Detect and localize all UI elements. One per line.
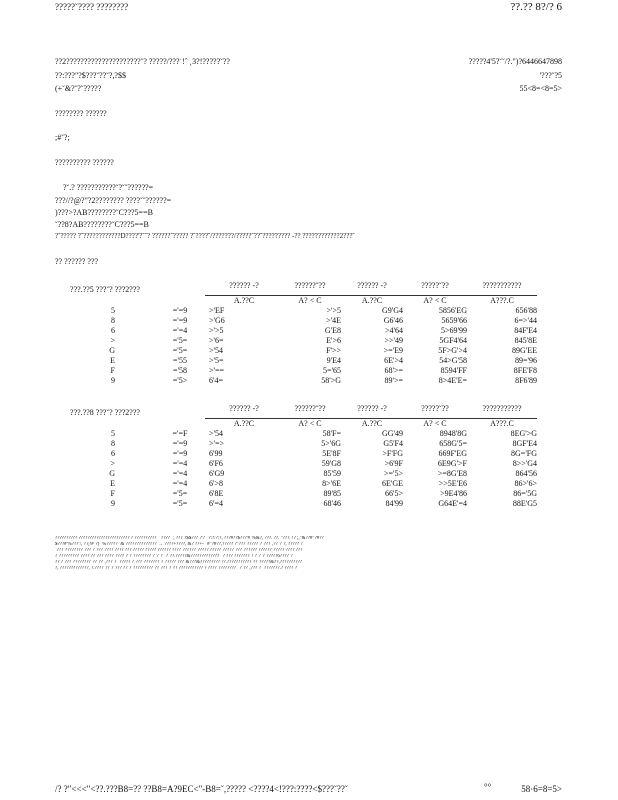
top-left-line-3: (+˘&?˘?˘????? xyxy=(55,84,102,93)
table1-col-top-4: ?????˘?? xyxy=(403,281,467,295)
table-cell: GG'49 xyxy=(382,428,403,438)
footnote-line-3: ˘???˘????????˘??? ?˘???˘???? ???? ??? ????? ????? ?????? ????˘??????˘????? ?????˘?????˘???˘?????? ??????˘????? ???? ??? xyxy=(55,548,303,553)
table-cell: 89='96 xyxy=(515,355,537,365)
page-footer-right: 58·6=8=5> xyxy=(521,784,562,794)
table-cell: 6'>8 xyxy=(209,478,223,488)
table1-col-top-5: ??????????? xyxy=(467,281,537,295)
top-left-line-2: ??:???"?$???˘??˘?,?$$ xyxy=(55,71,126,80)
section1-line: ;#˘?; xyxy=(55,133,70,142)
table2-col-bottom-2: A? < C xyxy=(298,418,322,428)
table-cell: >>'49 xyxy=(384,335,403,345)
table-row xyxy=(55,376,537,386)
table-cell: ='5= xyxy=(172,335,188,345)
table-cell: 6E'>4 xyxy=(384,355,403,365)
table-cell: >6'9F xyxy=(384,458,403,468)
table2-col-bottom-3: A.??C xyxy=(361,418,383,428)
table-cell: 656'88 xyxy=(515,305,537,315)
table-cell: 5 xyxy=(111,305,115,315)
table-cell: 58'F= xyxy=(322,428,341,438)
footnote-line-5: ?? ?˘???˘????????˘??˘??˘,???˘?˘ ????? ?˘???˘???????˘?˘????? ???˘&???&????????? ??.???????????˘??˘?????&??,?????????? xyxy=(55,560,302,565)
table-cell: ='=9 xyxy=(172,438,188,448)
table-cell: 6E'GE xyxy=(382,478,403,488)
table-row xyxy=(55,326,537,336)
table-cell: >='E9 xyxy=(383,345,403,355)
table-cell: 8G='FG xyxy=(511,448,537,458)
table-cell: G5'F4 xyxy=(383,438,403,448)
section2-line-5: ?˘????? ?˘????????????D????'?˘˘? ??????˘????? ?˘????˘/???????/?????˘??˘????????? -?? ????????????2???˘ xyxy=(55,232,355,240)
table1-col-bottom-3: A.??C xyxy=(361,295,383,305)
table-cell: > xyxy=(110,335,115,345)
table-cell: >'G6 xyxy=(209,315,225,325)
table-cell: 8F6'89 xyxy=(515,375,537,385)
table-cell: >'>5 xyxy=(209,325,224,335)
table2-col-top-2: ??????˘?? xyxy=(279,404,341,418)
table-cell: >='5> xyxy=(384,468,403,478)
table-cell: 8FE'F8 xyxy=(513,365,537,375)
table-row xyxy=(55,346,537,356)
footnotes xyxy=(55,536,575,572)
table2-col-bottom-5: A???.C xyxy=(490,418,514,428)
table-cell: 6 xyxy=(111,325,115,335)
table-cell: G64E'=4 xyxy=(438,498,467,508)
table1-body xyxy=(55,306,537,386)
table2-col-bottom-1: A.??C xyxy=(233,418,255,428)
table-cell: 6'8E xyxy=(209,488,224,498)
table-row xyxy=(55,316,537,326)
table-cell: 5E'8F xyxy=(322,448,341,458)
table-row xyxy=(55,489,537,499)
table-cell: ='5= xyxy=(172,345,188,355)
table-cell: 8948'8G xyxy=(439,428,467,438)
table2-col-top-1: ?????? -? xyxy=(205,404,279,418)
section2-title: ?????????? ?????? xyxy=(55,158,114,167)
table1-row-header: ???.??5 ???˘? ???2??? xyxy=(70,285,140,294)
table-cell: 89'>= xyxy=(384,375,403,385)
top-right-line-1: ?????4'5?˘˘/?.")?6446647898 xyxy=(468,57,562,66)
table-cell: 89G'EE xyxy=(512,345,537,355)
table-cell: 8>'6E xyxy=(322,478,341,488)
table-cell: G'E8 xyxy=(324,325,341,335)
table-cell: 864'56 xyxy=(515,468,537,478)
table-cell: >'EF xyxy=(209,305,225,315)
table-cell: 9 xyxy=(111,375,115,385)
data-table-2 xyxy=(55,404,537,509)
footnote-line-6: ?, ?????????????, ?.????˘??˘?˘??? ??˘?˘?????????˘??˘???˘?˘?? ??????????? ? ????˘????????˘˘?˘??˘,???˘?˘ ???????.? ????˘? xyxy=(55,566,298,571)
table-cell: 86>'6> xyxy=(514,478,537,488)
table-cell: ='58 xyxy=(173,365,187,375)
table-cell: 6=>'44 xyxy=(514,315,537,325)
table-cell: 58'>G xyxy=(321,375,341,385)
table-cell: G6'46 xyxy=(383,315,403,325)
table-cell: 88E'G5 xyxy=(512,498,537,508)
table-cell: >'54 xyxy=(209,345,223,355)
page-footer-degree: °° xyxy=(484,782,492,792)
table-cell: 845'8E xyxy=(514,335,537,345)
table-cell: 9 xyxy=(111,498,115,508)
table-cell: 8GF'E4 xyxy=(512,438,537,448)
section1-title: ???????? ?????? xyxy=(55,109,107,118)
table-cell: 84'99 xyxy=(385,498,403,508)
table-cell: 6'4= xyxy=(209,375,223,385)
top-right-line-2: '???˘?5 xyxy=(539,71,562,80)
table-cell: >'>5 xyxy=(326,305,341,315)
table-cell: >'=> xyxy=(209,438,224,448)
table-row xyxy=(55,306,537,316)
table-cell: ='=9 xyxy=(172,305,188,315)
section2-line-3: )???>?AB????????˘C???5==B xyxy=(55,208,153,217)
table-row xyxy=(55,336,537,346)
table-row xyxy=(55,356,537,366)
table-cell: 8EG'>G xyxy=(510,428,537,438)
table-cell: ='=4 xyxy=(172,478,188,488)
section2-line-1: ?˘.? ???????????˘?˘˘??????= xyxy=(63,183,154,192)
table-row xyxy=(55,429,537,439)
table-cell: 6'=4 xyxy=(209,498,223,508)
table-cell: 5659'66 xyxy=(441,315,467,325)
table-cell: ='=9 xyxy=(172,315,188,325)
table-row xyxy=(55,439,537,449)
table-cell: ='55 xyxy=(173,355,187,365)
table-cell: F'>> xyxy=(326,345,341,355)
table-cell: >'== xyxy=(209,365,224,375)
table-cell: ='=F xyxy=(172,428,188,438)
table-cell: 6E9G'>F xyxy=(437,458,467,468)
table2-row-header: ???.??8 ???˘? ???2??? xyxy=(70,408,140,417)
table-cell: >4'64 xyxy=(385,325,403,335)
footnote-line-1: ?????????? ??????????????????????? ? ??????????˘˘ ????˘˘; ???˘?$$???˘?'?˘˘?:?:?:?, ???#??$???'#˘%&?, ???. ??. "???. !? ;,"&??#"?#?? xyxy=(55,536,324,541)
table-cell: 86='5G xyxy=(513,488,537,498)
section2-line-2: ???//?@?"?2???????? ????˘˘??????= xyxy=(55,196,172,205)
table-cell: F xyxy=(110,488,115,498)
table1-col-bottom-2: A? < C xyxy=(298,295,322,305)
table-cell: ='=4 xyxy=(172,325,188,335)
table-cell: ='5= xyxy=(172,488,188,498)
table-cell: 84F'E4 xyxy=(514,325,537,335)
table-cell: 59'G8 xyxy=(321,458,341,468)
table-cell: 6'G9 xyxy=(209,468,225,478)
table-cell: 85'59 xyxy=(323,468,341,478)
page-header-left: ?????˘???? ???????? xyxy=(55,2,129,12)
table-cell: ='5= xyxy=(172,498,188,508)
top-right-line-3: 55<8=<8=5> xyxy=(519,84,562,93)
table-cell: 5 xyxy=(111,428,115,438)
table-cell: 669F'EG xyxy=(438,448,467,458)
table-cell: >F'FG xyxy=(382,448,403,458)
table-cell: E xyxy=(110,478,115,488)
table2-col-top-5: ??????????? xyxy=(467,404,537,418)
table2-col-top-4: ?????˘?? xyxy=(403,404,467,418)
table1-col-bottom-4: A? < C xyxy=(423,295,447,305)
table2-body xyxy=(55,429,537,509)
table-cell: 8594'FF xyxy=(440,365,467,375)
table-cell: 658G'5= xyxy=(439,438,467,448)
table-cell: 5GF4'64 xyxy=(439,335,467,345)
table-cell: >'6= xyxy=(209,335,224,345)
table-cell: 5>'6G xyxy=(321,438,341,448)
table1-col-top-3: ?????? -? xyxy=(341,281,403,295)
table1-col-top-1: ?????? -? xyxy=(205,281,279,295)
table-cell: >>5E'E6 xyxy=(438,478,467,488)
table2-col-bottom-4: A? < C xyxy=(423,418,447,428)
table-cell: 66'5> xyxy=(385,488,403,498)
table-cell: G xyxy=(109,468,115,478)
table-row xyxy=(55,479,537,489)
table-cell: 68'46 xyxy=(323,498,341,508)
table-cell: 6 xyxy=(111,448,115,458)
table-cell: 6'99 xyxy=(209,448,223,458)
top-left-line-1: ??2?????????????????????˘? ?????/???˙!ˆ ˛3?!?????˘?? xyxy=(55,57,230,66)
table-cell: 5856'EG xyxy=(438,305,467,315)
table-cell: >9E4'86 xyxy=(440,488,467,498)
table-cell: >'5= xyxy=(209,355,224,365)
section3-title: ?? ?????? ??? xyxy=(55,257,99,266)
table-row xyxy=(55,499,537,509)
table-cell: 54>G'58 xyxy=(439,355,467,365)
table-cell: ='=4 xyxy=(172,468,188,478)
table-cell: 8>4E'E= xyxy=(438,375,467,385)
section2-line-4: ˘??8?AB????????˘C???5==B xyxy=(55,220,149,229)
footnote-line-2: $???#'%???'!, ?˘(?#˘?) ˘%????? ˘& ??????????????˘→ ????+????, &? ??+-˘˘#"?#??,????? ?"???˘?????˘?˘???˘,??˘?˘?, ????? ? xyxy=(55,542,303,547)
table-cell: E xyxy=(110,355,115,365)
page-footer-left: /? ?"<<<"<??.???B8=?? ??B8=A?9EC<"-B8=˘,????? <????4<!???:????<$???˘??˘ xyxy=(55,784,348,794)
table-cell: 6'F6 xyxy=(209,458,223,468)
page-header-right: ??.?? 8?/? 6 xyxy=(510,1,562,13)
table-cell: 5F>G'>4 xyxy=(438,345,467,355)
table1-col-bottom-5: A???.C xyxy=(490,295,514,305)
table-row xyxy=(55,459,537,469)
table-cell: G xyxy=(109,345,115,355)
table-cell: >'4E xyxy=(326,315,341,325)
table-cell: 8 xyxy=(111,438,115,448)
table-cell: 5>69'99 xyxy=(441,325,467,335)
table1-col-bottom-1: A.??C xyxy=(233,295,255,305)
table-cell: F xyxy=(110,365,115,375)
table-cell: >'54 xyxy=(209,428,223,438)
table-cell: 9'E4 xyxy=(326,355,341,365)
table-row xyxy=(55,449,537,459)
table-cell: 68'>= xyxy=(384,365,403,375)
table-cell: ='=4 xyxy=(172,458,188,468)
table-cell: > xyxy=(110,458,115,468)
footnote-line-4: ?˘?????????˘???? ??˘??? ????˘????˘? ?˘????????˘?˘?˘?˘˘?˘??.?????&?????????????˘˘? ??? ???????˘? ?˘?˘?˘?????6????˘? xyxy=(55,554,293,559)
table-row xyxy=(55,366,537,376)
table-cell: ='=9 xyxy=(172,448,188,458)
table-cell: >=8G'E8 xyxy=(437,468,467,478)
data-table-1 xyxy=(55,281,537,386)
table-cell: ='5> xyxy=(172,375,188,385)
table-cell: 5='65 xyxy=(323,365,341,375)
table1-col-top-2: ??????˘?? xyxy=(279,281,341,295)
table-cell: 8>>'G4 xyxy=(512,458,537,468)
table2-col-top-3: ?????? -? xyxy=(341,404,403,418)
table-row xyxy=(55,469,537,479)
table-cell: 89'85 xyxy=(323,488,341,498)
table-cell: G9'G4 xyxy=(382,305,403,315)
table-cell: E'>6 xyxy=(326,335,341,345)
table-cell: 8 xyxy=(111,315,115,325)
